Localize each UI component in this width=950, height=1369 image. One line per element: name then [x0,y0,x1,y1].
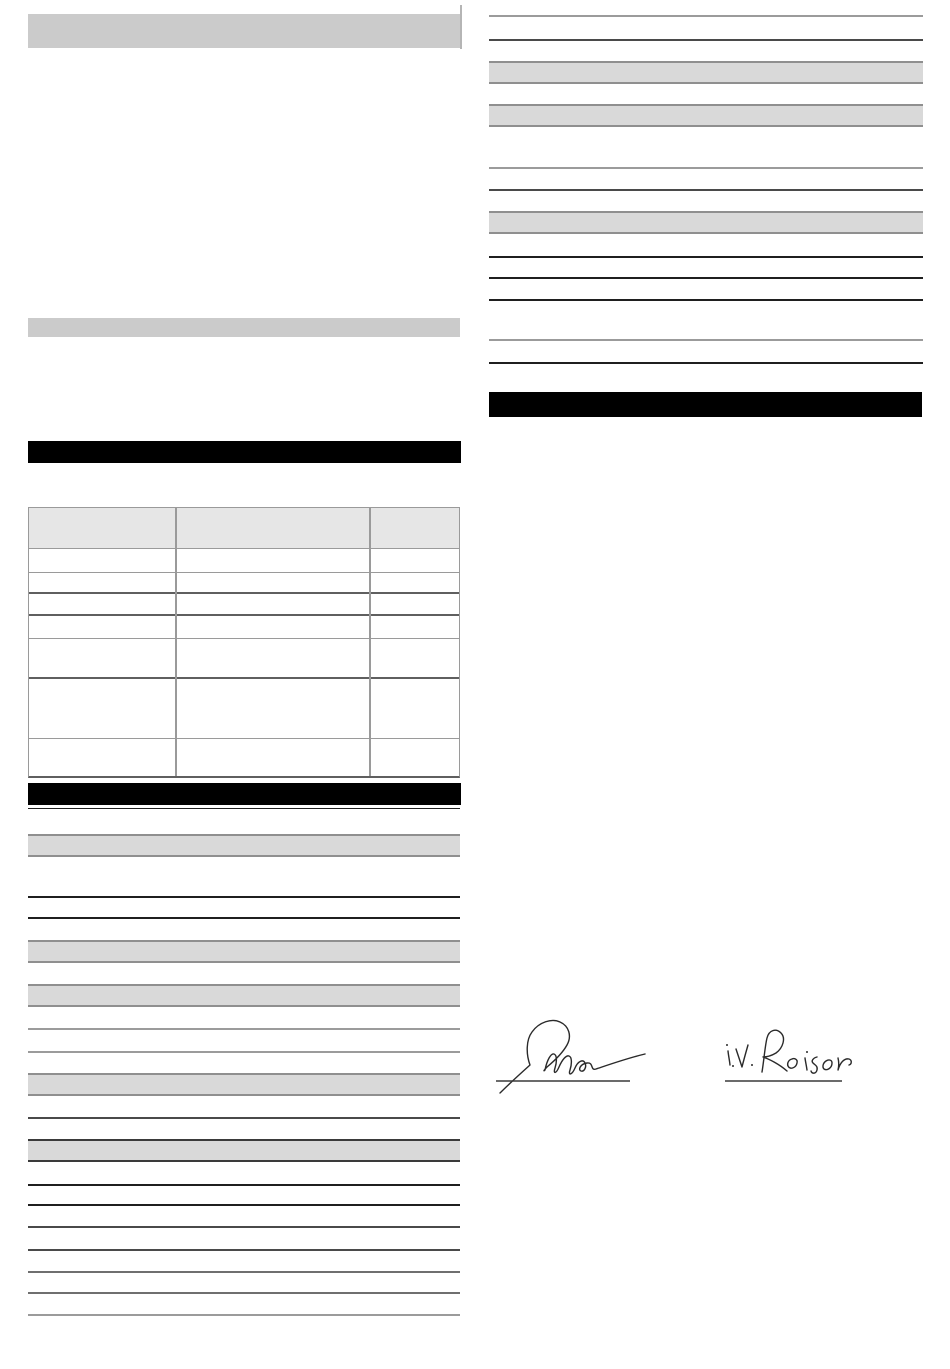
text-rule [489,362,923,364]
table-row [29,549,459,573]
redacted-row-band [28,984,460,1007]
text-rule [28,917,460,919]
text-rule [489,15,923,17]
redacted-row-band [489,104,923,127]
text-rule [28,1028,460,1030]
redacted-section-header-3 [489,392,922,417]
redacted-heading-band [28,318,460,337]
text-rule [489,167,923,169]
table-row [29,639,459,679]
table-row [29,679,459,739]
text-rule [489,277,923,279]
table-row [29,594,459,616]
table-column-divider [369,508,371,776]
data-table [28,507,460,778]
table-column-divider [175,508,177,776]
table-row [29,739,459,777]
text-rule [28,808,460,809]
text-rule [489,339,923,341]
text-rule [489,39,923,41]
text-rule [28,1204,460,1206]
text-rule [28,1226,460,1228]
redacted-row-band [28,1073,460,1096]
redacted-title-block [28,14,460,48]
text-rule [28,1117,460,1119]
table-header-row [29,508,459,549]
redacted-row-band [28,1139,460,1162]
text-rule [28,1314,460,1316]
text-rule [28,1184,460,1186]
redacted-section-header-2 [28,783,461,805]
signature-right [725,1030,851,1081]
text-rule [28,1292,460,1294]
table-edge-rule [460,5,462,49]
signature-area [490,1008,860,1108]
redacted-row-band [489,61,923,84]
table-row [29,573,459,594]
text-rule [28,896,460,898]
text-rule [28,1051,460,1053]
text-rule [489,256,923,258]
redacted-row-band [489,211,923,234]
signature-left [496,1020,645,1093]
text-rule [489,189,923,191]
redacted-section-header-1 [28,441,461,463]
table-row [29,616,459,639]
text-rule [28,1249,460,1251]
text-rule [489,299,923,301]
redacted-row-band [28,940,460,963]
redacted-row-band [28,834,460,857]
text-rule [28,1271,460,1273]
